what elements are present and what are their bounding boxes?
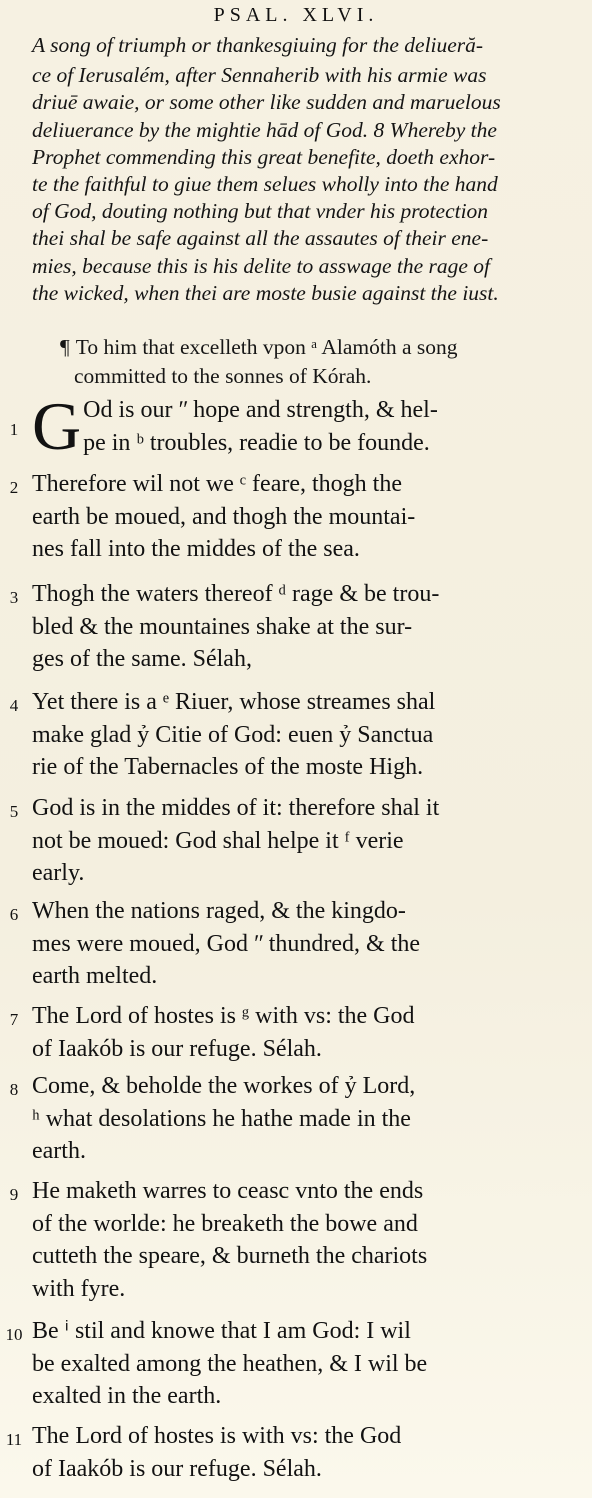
verse-line: Od is our ʺ hope and strength, & hel- xyxy=(83,397,438,423)
psalm-title xyxy=(60,333,580,391)
verse-line: God is in the middes of it: therefore shal it xyxy=(32,795,440,821)
argument-line: ce of Ierusalém, after Sennaherib with his armie was xyxy=(32,63,487,88)
verse-line: When the nations raged, & the kingdo- xyxy=(32,898,406,924)
running-head: PSAL. XLVI. xyxy=(213,4,379,26)
verse-line: not be moued: God shal helpe it ᶠ verie xyxy=(32,827,404,854)
verse-line: rie of the Tabernacles of the moste High. xyxy=(32,754,424,780)
verse-text xyxy=(32,792,584,890)
verse-number: 1 xyxy=(9,420,19,439)
verse-line: Yet there is a ᵉ Riuer, whose streames shal xyxy=(32,689,436,715)
argument-line: A song of triumph or thankesgiuing for the deliueră- xyxy=(32,33,484,57)
verse-line: exalted in the earth. xyxy=(32,1383,222,1409)
verse-line: Be ⁱ stil and knowe that I am God: I wil xyxy=(32,1318,411,1344)
title-line-1: To him that excelleth vpon ᵃ Alamóth a song xyxy=(75,335,458,359)
verse-number: 11 xyxy=(5,1430,23,1449)
verse-number: 8 xyxy=(9,1080,19,1099)
argument-line: of God, douting nothing but that vnder his protection xyxy=(32,199,489,224)
verse-line: Thogh the waters thereof ᵈ rage & be trou- xyxy=(32,581,440,607)
psalm-argument xyxy=(6,32,584,307)
argument-line: driuē awaie, or some other like sudden and maruelous xyxy=(32,90,501,115)
verse-line: ʰ what desolations he hathe made in the xyxy=(32,1105,411,1132)
verse-number: 6 xyxy=(9,905,19,924)
verse-1 xyxy=(0,388,592,464)
verse-line: bled & the mountaines shake at the sur- xyxy=(32,613,413,640)
verse-line: make glad ỷ Citie of God: euen ỷ Sanctua xyxy=(32,721,434,748)
verse-line: nes fall into the middes of the sea. xyxy=(32,536,360,562)
pilcrow-mark: ¶ xyxy=(60,335,70,359)
argument-line: mies, because this is his delite to asswage the rage of xyxy=(32,253,491,278)
verse-line: be exalted among the heathen, & I wil be xyxy=(32,1350,428,1377)
verse-text xyxy=(32,1420,584,1485)
verse-number: 9 xyxy=(9,1185,19,1204)
verse-line: ges of the same. Sélah, xyxy=(32,646,252,672)
verse-line: earth. xyxy=(32,1138,86,1164)
verse-number: 4 xyxy=(9,696,19,715)
verse-line: Come, & beholde the workes of ỷ Lord, xyxy=(32,1073,416,1099)
verse-line: pe in ᵇ troubles, readie to be founde. xyxy=(83,429,430,456)
argument-line: Prophet commending this great benefite, doeth exhor- xyxy=(32,144,496,169)
verse-text xyxy=(32,388,584,464)
verse-text xyxy=(32,468,584,566)
verse-line: earth melted. xyxy=(32,963,158,989)
verse-line: early. xyxy=(32,860,85,886)
verse-line: earth be moued, and thogh the mountai- xyxy=(32,503,416,530)
verse-line: of Iaakób is our refuge. Sélah. xyxy=(32,1455,322,1482)
verse-line: mes were moued, God ʺ thundred, & the xyxy=(32,930,421,957)
argument-line: the wicked, when thei are moste busie against the iust. xyxy=(32,280,499,305)
verse-line: of Iaakób is our refuge. Sélah. xyxy=(32,1035,322,1062)
verse-number: 2 xyxy=(9,478,19,497)
verse-number: 7 xyxy=(9,1010,19,1029)
argument-line: thei shal be safe against all the assautes of their ene- xyxy=(32,226,489,251)
verse-text xyxy=(32,686,584,784)
argument-line: deliuerance by the mightie hād of God. 8 Whereby the xyxy=(32,117,497,142)
verse-number: 10 xyxy=(5,1325,23,1344)
verse-text xyxy=(32,895,584,993)
drop-cap: G xyxy=(32,388,82,464)
verse-line: He maketh warres to ceasc vnto the ends xyxy=(32,1178,424,1204)
verse-line: cutteth the speare, & burneth the chariots xyxy=(32,1243,428,1269)
argument-lead-number xyxy=(6,35,32,62)
verse-number: 5 xyxy=(9,802,19,821)
verse-line: The Lord of hostes is ᵍ with vs: the God xyxy=(32,1003,415,1029)
verse-text xyxy=(32,1175,584,1305)
verse-text xyxy=(32,1000,584,1065)
verse-text xyxy=(32,578,584,676)
verse-number: 3 xyxy=(9,588,19,607)
title-line-2: committed to the sonnes of Kórah. xyxy=(74,364,372,388)
verse-text xyxy=(32,1070,584,1168)
verse-line: Therefore wil not we ᶜ feare, thogh the xyxy=(32,471,402,497)
verse-text xyxy=(32,1315,584,1413)
verse-line: with fyre. xyxy=(32,1275,126,1302)
verse-line: The Lord of hostes is with vs: the God xyxy=(32,1423,402,1449)
verse-line: of the worlde: he breaketh the bowe and xyxy=(32,1210,418,1237)
argument-line: te the faithful to giue them selues wholly into the hand xyxy=(32,172,498,197)
